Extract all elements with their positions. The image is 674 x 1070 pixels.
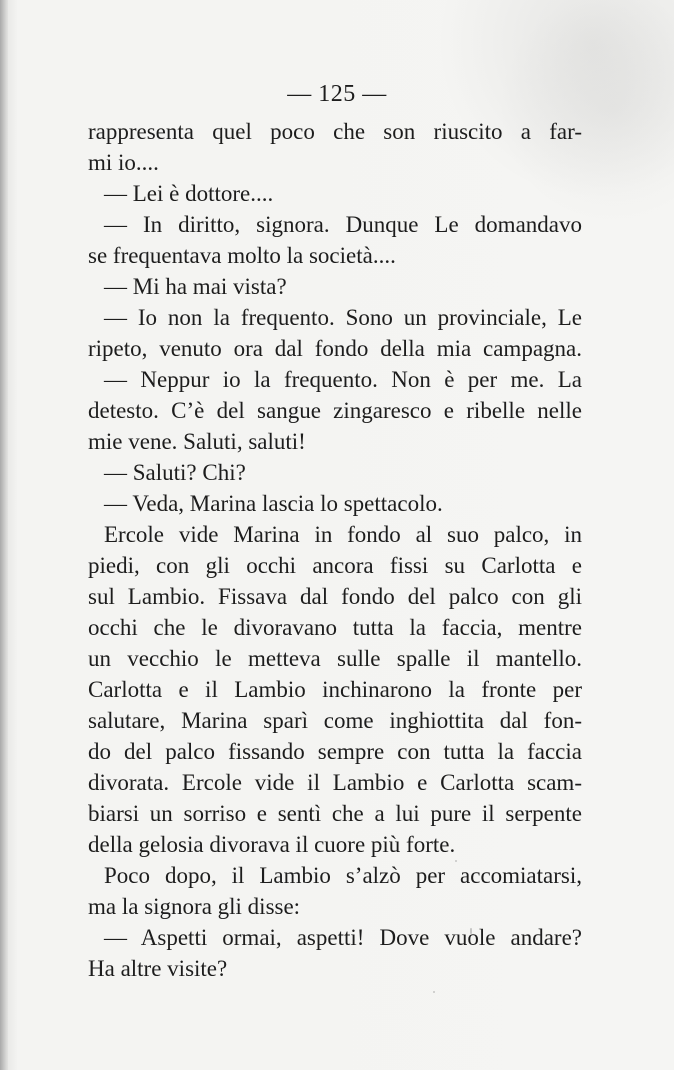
text-line: ma la signora gli disse: bbox=[88, 894, 301, 919]
text-line: ripeto, venuto ora dal fondo della mia campagna. bbox=[88, 336, 582, 361]
text-line: salutare, Marina sparì come inghiottita dal fon- bbox=[88, 708, 582, 733]
text-line: do del palco fissando sempre con tutta la faccia bbox=[88, 739, 582, 764]
text-line: Carlotta e il Lambio inchinarono la fronte per bbox=[88, 677, 582, 702]
text-line: — Io non la frequento. Sono un provinciale, Le bbox=[104, 305, 582, 330]
text-line: Poco dopo, il Lambio s’alzò per accomiatarsi, bbox=[104, 863, 582, 888]
text-line: — Mi ha mai vista? bbox=[104, 274, 287, 299]
text-line: della gelosia divorava il cuore più forte. bbox=[88, 832, 456, 857]
text-line: mie vene. Saluti, saluti! bbox=[88, 429, 306, 454]
text-line: un vecchio le metteva sulle spalle il mantello. bbox=[88, 646, 582, 671]
text-line: mi io.... bbox=[88, 150, 159, 175]
text-line: rappresenta quel poco che son riuscito a far- bbox=[88, 119, 582, 144]
text-line: biarsi un sorriso e sentì che a lui pure il serpente bbox=[88, 801, 582, 826]
left-margin-shadow bbox=[0, 0, 8, 1070]
text-line: Ercole vide Marina in fondo al suo palco, in bbox=[104, 522, 582, 547]
text-line: — Neppur io la frequento. Non è per me. La bbox=[104, 367, 582, 392]
text-line: occhi che le divoravano tutta la faccia, mentre bbox=[88, 615, 582, 640]
text-line: — Veda, Marina lascia lo spettacolo. bbox=[104, 491, 443, 516]
text-line: Ha altre visite? bbox=[88, 956, 228, 981]
text-line: — Saluti? Chi? bbox=[104, 460, 246, 485]
text-line: piedi, con gli occhi ancora fissi su Carlotta e bbox=[88, 553, 582, 578]
paper-speck bbox=[433, 991, 435, 993]
body-text bbox=[88, 116, 582, 984]
text-line: — In diritto, signora. Dunque Le domandavo bbox=[104, 212, 582, 237]
paper-speck bbox=[455, 860, 457, 862]
paper-speck bbox=[470, 928, 472, 934]
text-line: se frequentava molto la società.... bbox=[88, 243, 396, 268]
text-line: — Aspetti ormai, aspetti! Dove vuole andare? bbox=[104, 925, 582, 950]
text-line: detesto. C’è del sangue zingaresco e ribelle nelle bbox=[88, 398, 582, 423]
page-number: — 125 — bbox=[287, 81, 387, 107]
text-line: sul Lambio. Fissava dal fondo del palco con gli bbox=[88, 584, 582, 609]
text-line: divorata. Ercole vide il Lambio e Carlotta scam- bbox=[88, 770, 582, 795]
text-line: — Lei è dottore.... bbox=[104, 181, 274, 206]
